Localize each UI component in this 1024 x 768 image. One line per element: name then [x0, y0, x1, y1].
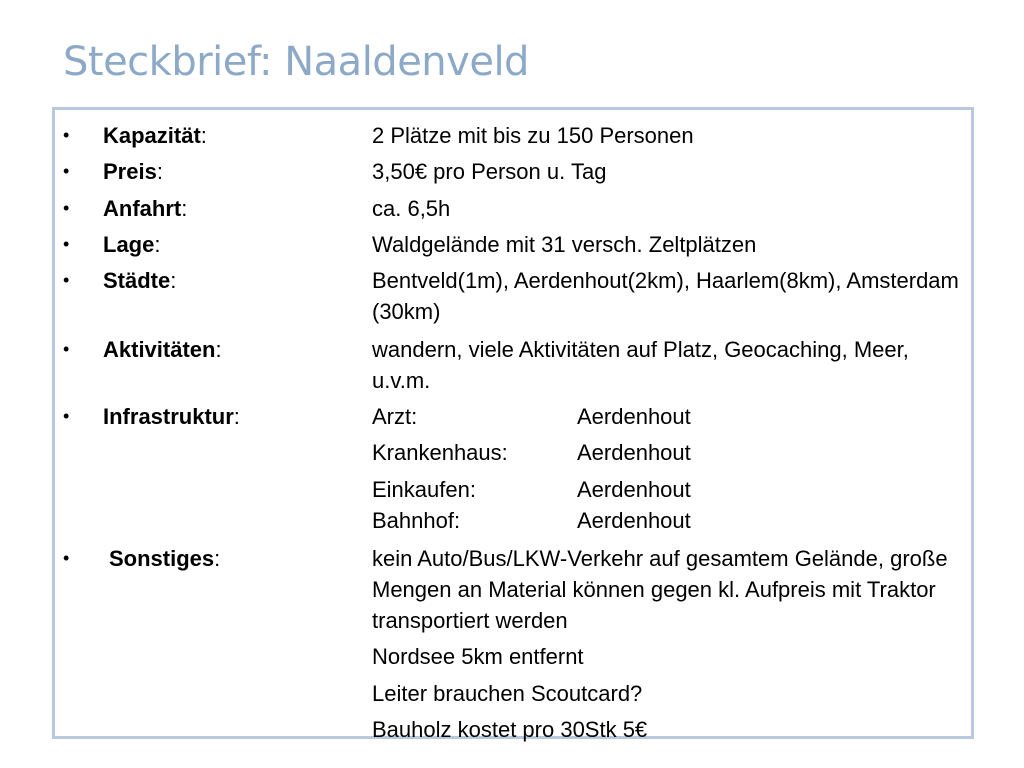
infra-key: Bahnhof:: [372, 508, 461, 533]
infra-value: Aerdenhout: [577, 508, 691, 533]
item-label: Preis: [103, 159, 157, 184]
infra-value: Aerdenhout: [577, 477, 691, 502]
item-value: kein Auto/Bus/LKW-Verkehr auf gesamtem Gelände, große Mengen an Material können gegen kl. Aufpreis mit Traktor transportiert werden: [372, 546, 948, 633]
item-label: Anfahrt: [103, 196, 182, 221]
bullet-icon: •: [63, 198, 70, 218]
slide-title: Steckbrief: Naaldenveld: [63, 39, 529, 85]
item-label: Infrastruktur: [103, 404, 234, 429]
item-value: 2 Plätze mit bis zu 150 Personen: [372, 123, 694, 148]
note-text: Bauholz kostet pro 30Stk 5€: [372, 717, 648, 742]
bullet-icon: •: [63, 548, 70, 568]
bullet-icon: •: [63, 234, 70, 254]
infra-key: Krankenhaus:: [372, 440, 508, 465]
bullet-icon: •: [63, 270, 70, 290]
bullet-icon: •: [63, 339, 70, 359]
item-label: Sonstiges: [109, 546, 215, 571]
note-text: Leiter brauchen Scoutcard?: [372, 681, 643, 706]
item-value: Waldgelände mit 31 versch. Zeltplätzen: [372, 232, 757, 257]
note-text: Nordsee 5km entfernt: [372, 644, 584, 669]
item-value: ca. 6,5h: [372, 196, 451, 221]
infra-value: Aerdenhout: [577, 404, 691, 429]
infra-key: Einkaufen:: [372, 477, 476, 502]
infra-value: Aerdenhout: [577, 440, 691, 465]
item-value: wandern, viele Aktivitäten auf Platz, Geocaching, Meer, u.v.m.: [372, 337, 909, 393]
bullet-icon: •: [63, 125, 70, 145]
bullet-icon: •: [63, 161, 70, 181]
bullet-icon: •: [63, 406, 70, 426]
item-label: Lage: [103, 232, 155, 257]
item-label: Kapazität: [103, 123, 201, 148]
item-value: Bentveld(1m), Aerdenhout(2km), Haarlem(8km), Amsterdam (30km): [372, 268, 959, 324]
item-value: 3,50€ pro Person u. Tag: [372, 159, 607, 184]
item-label: Aktivitäten: [103, 337, 216, 362]
infra-key: Arzt:: [372, 404, 418, 429]
content-box: • Kapazität: 2 Plätze mit bis zu 150 Personen • Preis: 3,50€ pro Person u. Tag • Anfahrt: ca. 6,5h • Lage: Waldgelände mit 31 versch. Zeltplätzen • Städte: Bentveld(1m), Aerdenhout(2km), Haarlem(8km), Amsterdam (30km) • Aktivitäten: wandern, viele Aktivitäten auf Platz, Geocaching, Meer, u.v.m. • Infrastruktur: Arzt: Aerdenhout Krankenhaus: Aerdenhout Einkaufen: Aerdenhout Bahnhof: Aerdenhout • Sonstiges: kein Auto/Bus/LKW-Verkehr auf gesamtem Gelände, große Mengen an Material können gegen kl. Aufpreis mit Traktor transportiert werden Nordsee 5km entfernt Leiter brauchen Scoutcard? Bauholz kostet pro 30Stk 5€: [52, 107, 974, 739]
item-label: Städte: [103, 268, 171, 293]
